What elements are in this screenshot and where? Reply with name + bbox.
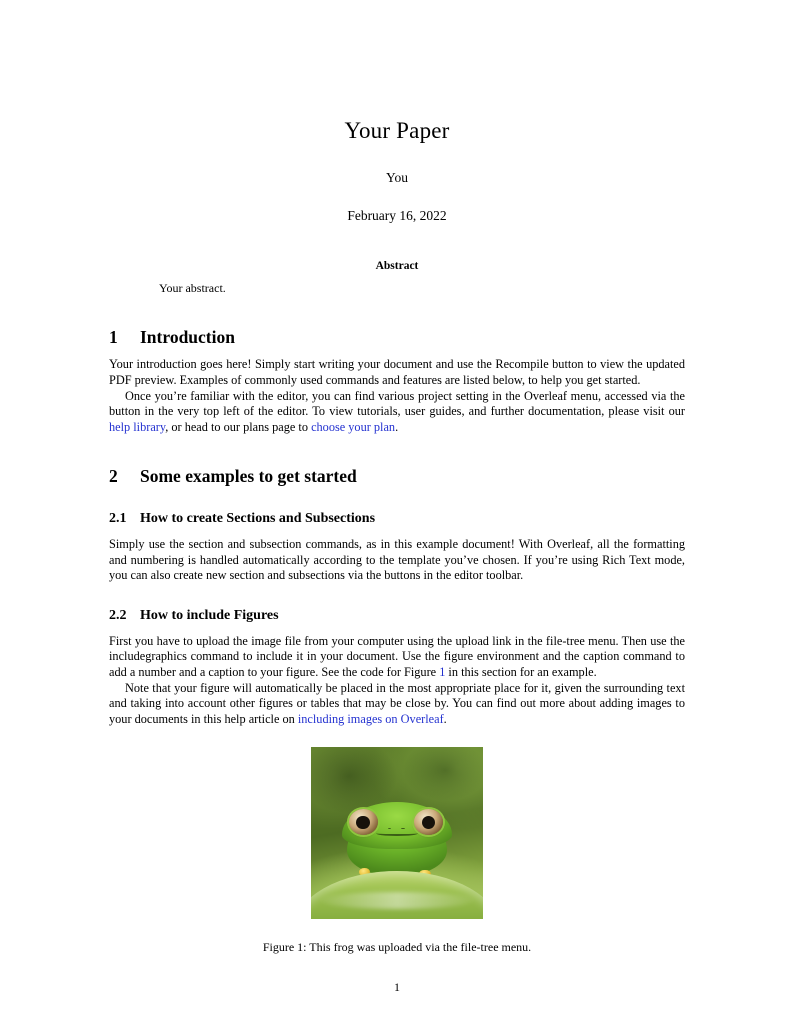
- paragraph-text: in this section for an example.: [445, 664, 597, 679]
- paragraph-text: .: [443, 711, 447, 726]
- choose-your-plan-link[interactable]: choose your plan: [311, 419, 396, 434]
- frog-pupil-right: [422, 816, 435, 829]
- section-number-2: 2: [109, 466, 118, 487]
- paragraph-text: .: [395, 419, 399, 434]
- frog-mouth: [376, 830, 418, 835]
- abstract-heading: Abstract: [375, 260, 419, 273]
- page-number: 1: [394, 980, 400, 994]
- frog-nostril-left: [388, 828, 391, 829]
- figure-block: [109, 747, 685, 955]
- paragraph-text: Once you’re familiar with the editor, you can find various project setting in the Overleaf menu, accessed via the button in the very top left of the editor. To view tutorials, user guides, and further documentation, please visit our: [109, 388, 685, 419]
- frog-eye-left: [349, 809, 378, 835]
- paragraph-text: , or head to our plans page to: [165, 419, 312, 434]
- paragraph-intro-1: [109, 357, 685, 388]
- paragraph-sections-1: [109, 537, 685, 584]
- section-heading-1: [109, 327, 685, 348]
- paragraph-text: First you have to upload the image file from your computer using the upload link in the file-tree menu. Then use the includegraphics command to include it in your document. Use the figure environment and the caption command to add a number and a caption to your figure. See the code for Figure: [109, 633, 685, 679]
- paragraph-figures-2: [109, 681, 685, 728]
- paragraph-intro-2: [109, 389, 685, 436]
- subsection-title-2-1: How to create Sections and Subsections: [140, 511, 376, 527]
- subsection-heading-2-1: [109, 511, 685, 528]
- section-title-2: Some examples to get started: [140, 466, 357, 487]
- section-title-1: Introduction: [140, 327, 235, 348]
- page-content: [109, 0, 685, 955]
- frog-nostril-right: [401, 828, 404, 829]
- section-number-1: 1: [109, 327, 118, 348]
- help-library-link[interactable]: help library: [109, 419, 166, 434]
- figure-reference-link[interactable]: 1: [439, 664, 446, 679]
- document-author: You: [386, 170, 408, 186]
- figure-caption: Figure 1: This frog was uploaded via the file-tree menu.: [262, 940, 532, 955]
- subsection-title-2-2: How to include Figures: [140, 607, 279, 623]
- paragraph-text: Note that your figure will automatically be placed in the most appropriate place for it, given the surrounding text and taking into account other figures or tables that may be close by. You can find out more about adding images to your documents in this help article on: [109, 680, 685, 726]
- document-date: February 16, 2022: [347, 208, 447, 224]
- abstract-text: Your abstract.: [159, 281, 226, 296]
- paragraph-figures-1: [109, 634, 685, 681]
- subsection-heading-2-2: [109, 608, 685, 625]
- subsection-number-2-2: 2.2: [109, 607, 127, 623]
- leaf-highlight: [321, 892, 472, 909]
- paragraph-text: Simply use the section and subsection commands, as in this example document! With Overleaf, all the formatting and numbering is handled automatically according to the template you’ve chosen. If you’re using Rich Text mode, you can also create new section and subsections via the buttons in the editor toolbar.: [109, 537, 685, 583]
- subsection-number-2-1: 2.1: [109, 511, 127, 527]
- section-heading-2: [109, 466, 685, 487]
- frog-pupil-left: [356, 816, 369, 829]
- including-images-link[interactable]: including images on Overleaf: [297, 711, 444, 726]
- paragraph-text: Your introduction goes here! Simply start writing your document and use the Recompile button to view the updated PDF preview. Examples of commonly used commands and features are listed below, to help you get started.: [109, 357, 685, 387]
- page-title: Your Paper: [344, 118, 450, 143]
- frog-photograph: [311, 747, 483, 919]
